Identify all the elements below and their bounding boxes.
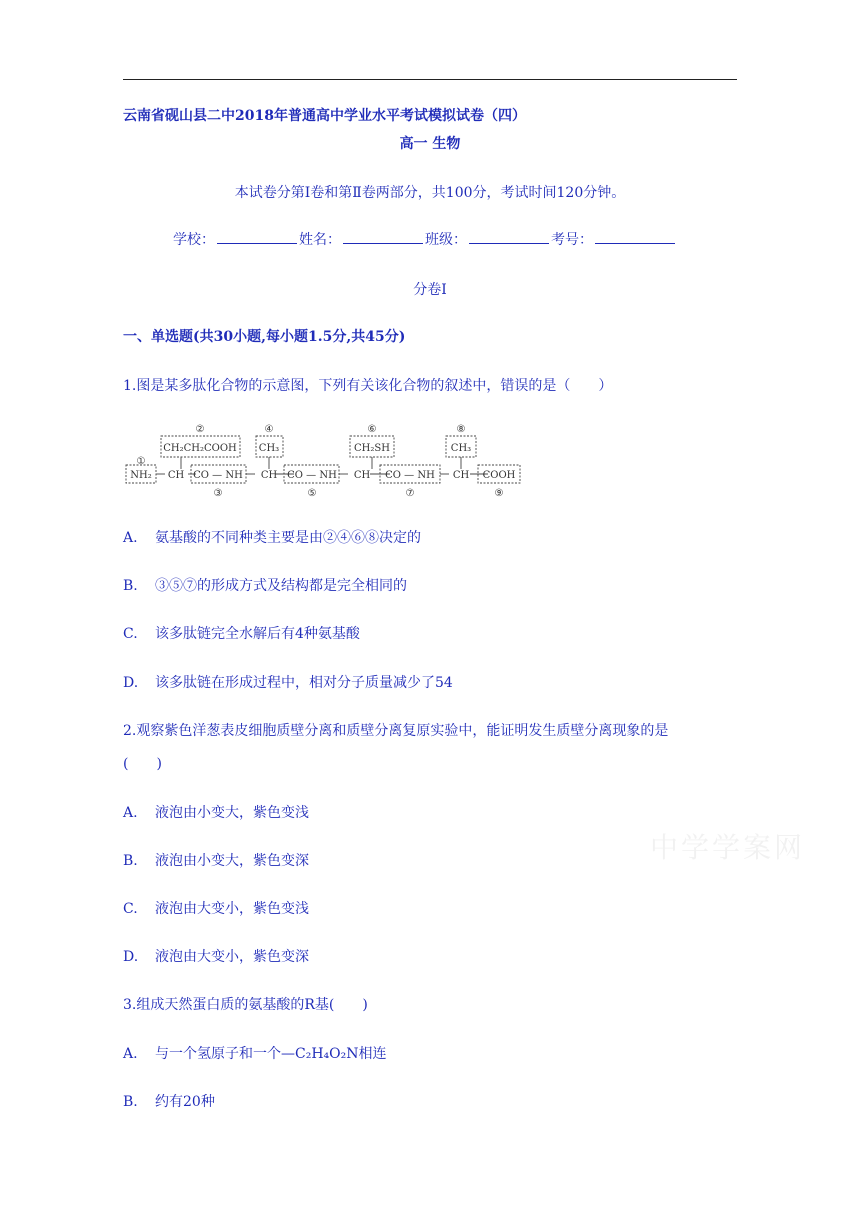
school-label: 学校： <box>173 232 215 248</box>
label-6: ⑥ <box>367 424 377 435</box>
r-group-2: CH₂CH₂COOH <box>163 443 237 454</box>
r-group-6: CH₂SH <box>354 443 390 454</box>
name-label: 姓名： <box>299 232 341 248</box>
school-blank[interactable] <box>217 231 297 244</box>
peptide-bond-2: CO — NH <box>287 470 337 481</box>
header-rule <box>123 79 737 80</box>
label-1: ① <box>136 456 146 467</box>
question-1-stem: 1.图是某多肽化合物的示意图，下列有关该化合物的叙述中，错误的是（ ） <box>123 378 613 394</box>
peptide-bond-3: CO — NH <box>385 470 435 481</box>
label-8: ⑧ <box>456 424 466 435</box>
exam-note: 本试卷分第Ⅰ卷和第Ⅱ卷两部分，共100分，考试时间120分钟。 <box>234 185 626 201</box>
alpha-carbon-3: CH <box>353 470 371 481</box>
name-blank[interactable] <box>343 231 423 244</box>
amino-group: NH₂ <box>130 470 152 481</box>
watermark: 中学学案网 <box>650 831 806 864</box>
label-5: ⑤ <box>307 488 317 499</box>
exam-subtitle: 高一 生物 <box>399 136 461 152</box>
number-blank[interactable] <box>595 231 675 244</box>
alpha-carbon-1: CH <box>167 470 185 481</box>
r-group-8: CH₃ <box>450 443 472 454</box>
polypeptide-diagram <box>122 418 532 500</box>
section-title: 分卷I <box>413 282 447 298</box>
label-3: ③ <box>213 488 223 499</box>
peptide-bond-1: CO — NH <box>193 470 243 481</box>
q1-option-d[interactable]: D. 该多肽链在形成过程中，相对分子质量减少了54 <box>123 675 453 691</box>
r-group-4: CH₃ <box>258 443 280 454</box>
class-blank[interactable] <box>469 231 549 244</box>
q2-option-a[interactable]: A. 液泡由小变大，紫色变浅 <box>123 805 309 821</box>
q2-option-d[interactable]: D. 液泡由大变小，紫色变深 <box>123 949 309 965</box>
carboxyl-group: COOH <box>482 470 516 481</box>
q2-option-b[interactable]: B. 液泡由小变大，紫色变深 <box>123 853 309 869</box>
question-3-stem: 3.组成天然蛋白质的氨基酸的R基( ) <box>123 997 368 1013</box>
label-2: ② <box>195 424 205 435</box>
label-9: ⑨ <box>494 488 504 499</box>
label-7: ⑦ <box>405 488 415 499</box>
number-label: 考号： <box>551 232 593 248</box>
question-2-stem: 2.观察紫色洋葱表皮细胞质壁分离和质壁分离复原实验中，能证明发生质壁分离现象的是 <box>123 723 669 739</box>
q1-option-b[interactable]: B. ③⑤⑦的形成方式及结构都是完全相同的 <box>123 578 407 594</box>
part-heading: 一、单选题(共30小题,每小题1.5分,共45分) <box>123 329 406 345</box>
q3-option-a[interactable]: A. 与一个氢原子和一个—C₂H₄O₂N相连 <box>123 1046 387 1062</box>
q3-option-b[interactable]: B. 约有20种 <box>123 1094 215 1110</box>
label-4: ④ <box>264 424 274 435</box>
q2-option-c[interactable]: C. 液泡由大变小，紫色变浅 <box>123 901 309 917</box>
alpha-carbon-4: CH <box>452 470 470 481</box>
q1-option-a[interactable]: A. 氨基酸的不同种类主要是由②④⑥⑧决定的 <box>123 530 421 546</box>
alpha-carbon-2: CH <box>260 470 278 481</box>
student-info-row <box>173 231 677 249</box>
question-2-stem-cont: ( ) <box>123 756 162 772</box>
q1-option-c[interactable]: C. 该多肽链完全水解后有4种氨基酸 <box>123 626 360 642</box>
class-label: 班级： <box>425 232 467 248</box>
exam-title: 云南省砚山县二中2018年普通高中学业水平考试模拟试卷（四） <box>123 108 526 124</box>
